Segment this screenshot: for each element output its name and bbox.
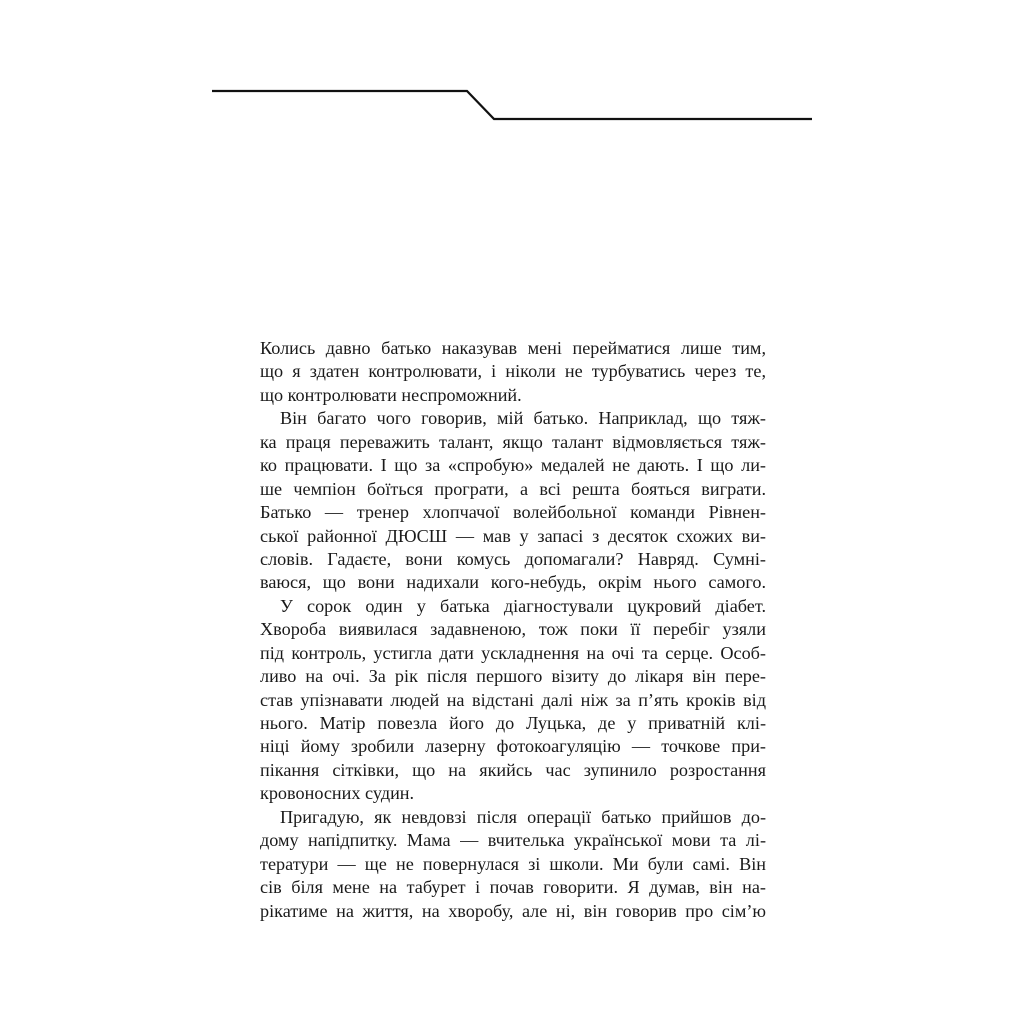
text-line: кровоносних судин.	[260, 783, 415, 804]
text-line: ської районної ДЮСШ — мав у запасі з десяток схожих ви-	[260, 525, 766, 546]
body-text	[260, 337, 766, 923]
text-line: пікання сітківки, що на якийсь час зупинило розростання	[260, 759, 766, 780]
text-line: Він багато чого говорив, мій батько. Наприклад, що тяж-	[280, 408, 766, 429]
text-line: Пригадую, як невдовзі після операції батько прийшов до-	[280, 806, 766, 827]
text-line: сів біля мене на табурет і почав говорити. Я думав, він на-	[260, 877, 766, 898]
text-line: ше чемпіон боїться програти, а всі решта бояться виграти.	[260, 478, 766, 499]
text-line: став упізнавати людей на відстані далі ніж за п’ять кроків від	[260, 689, 766, 710]
text-line: тератури — ще не повернулася зі школи. Ми були самі. Він	[260, 853, 766, 874]
text-line: дому напідпитку. Мама — вчителька української мови та лі-	[260, 830, 766, 851]
text-line: що контролювати неспроможний.	[260, 384, 522, 405]
text-line: У сорок один у батька діагностували цукровий діабет.	[280, 595, 766, 616]
text-line: ка праця переважить талант, якщо талант відмовляється тяж-	[260, 431, 766, 452]
text-line: що я здатен контролювати, і ніколи не турбуватись через те,	[260, 361, 766, 382]
header-decorative-rule	[0, 0, 1024, 200]
text-line: під контроль, устигла дати ускладнення на очі та серце. Особ-	[260, 642, 766, 663]
text-line: словів. Гадаєте, вони комусь допомагали? Навряд. Сумні-	[260, 548, 766, 569]
text-line: Хвороба виявилася задавненою, тож поки її перебіг узяли	[260, 619, 766, 640]
text-line: ко працювати. І що за «спробую» медалей не дають. І що ли-	[260, 455, 766, 476]
text-line: ливо на очі. За рік після першого візиту до лікаря він пере-	[260, 666, 766, 687]
text-line: рікатиме на життя, на хворобу, але ні, він говорив про сім’ю	[260, 900, 766, 921]
text-line: Батько — тренер хлопчачої волейбольної команди Рівнен-	[260, 502, 766, 523]
text-line: нього. Матір повезла його до Луцька, де у приватній клі-	[260, 713, 766, 733]
text-line: ваюся, що вони надихали кого-небудь, окрім нього самого.	[260, 572, 766, 593]
text-line: Колись давно батько наказував мені перейматися лише тим,	[260, 338, 766, 358]
text-line: ніці йому зробили лазерну фотокоагуляцію — точкове при-	[260, 736, 766, 757]
